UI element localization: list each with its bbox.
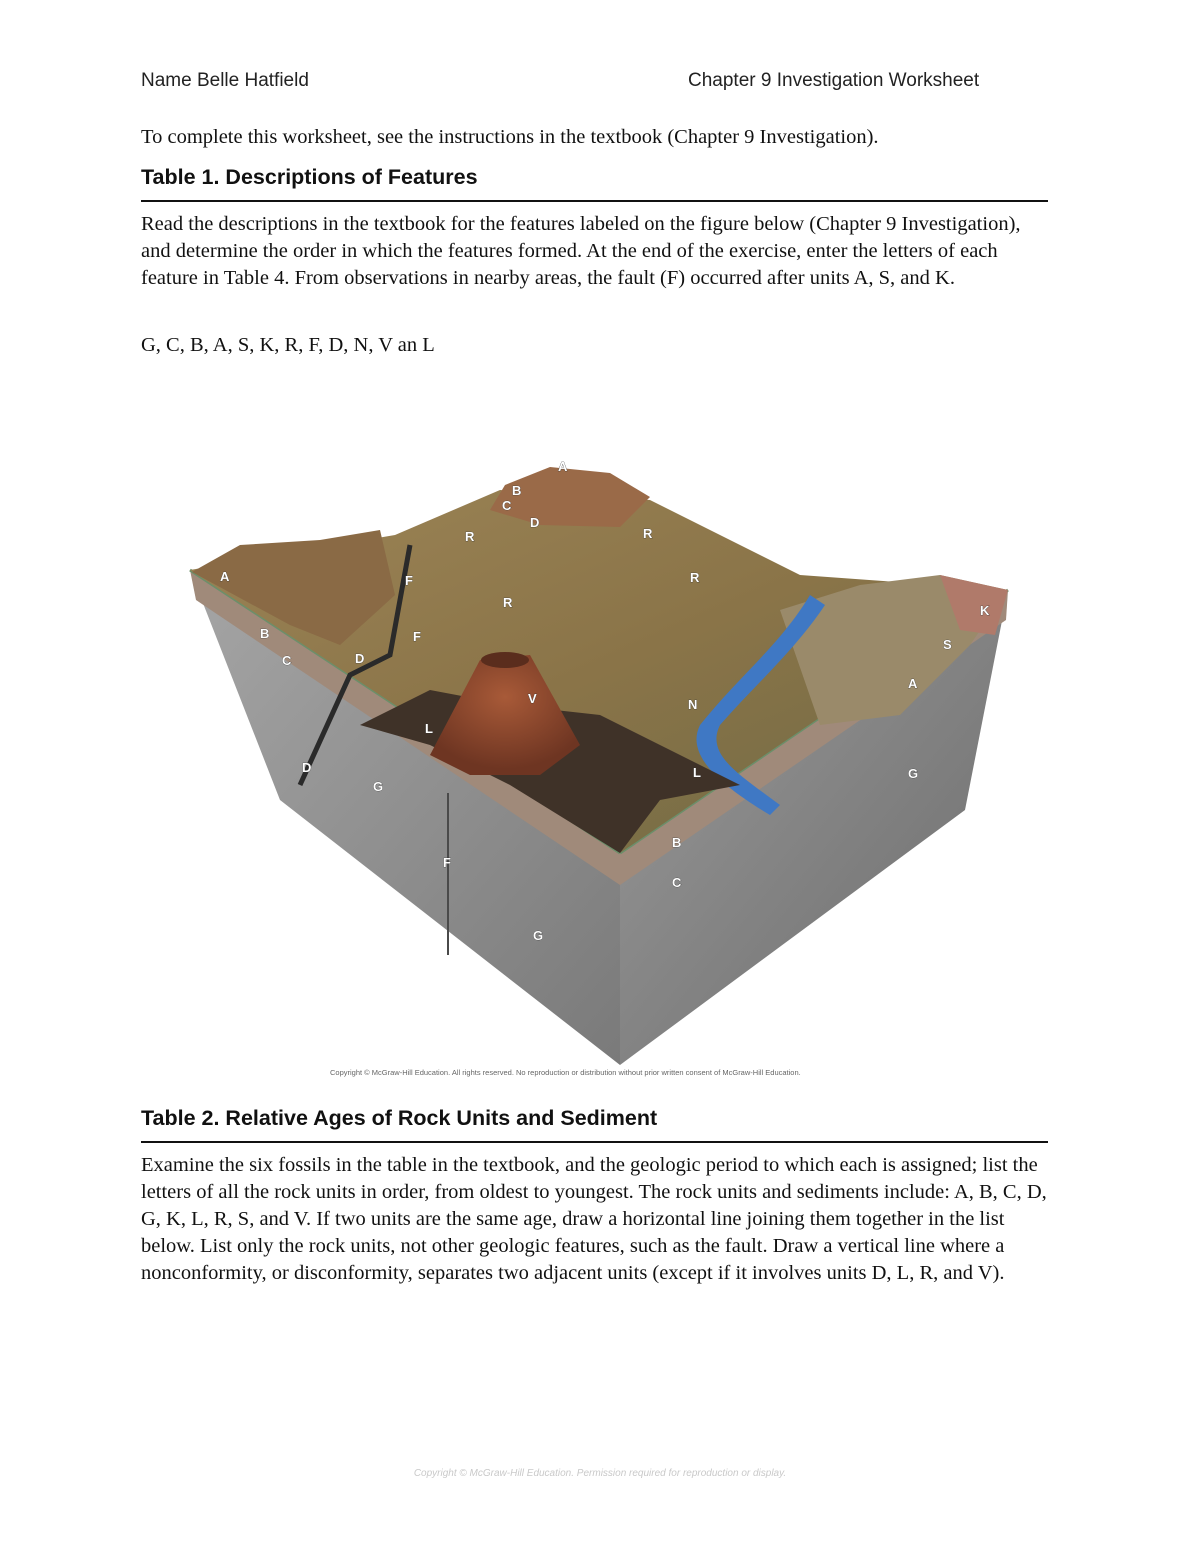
fig-label: K (980, 603, 990, 618)
fig-label: D (355, 651, 365, 666)
table2-title: Table 2. Relative Ages of Rock Units and Sediment (141, 1106, 1048, 1143)
fig-label: B (672, 835, 682, 850)
fig-label: B (512, 483, 522, 498)
table1-title: Table 1. Descriptions of Features (141, 165, 1048, 202)
fig-label: G (908, 766, 919, 781)
fig-label: R (465, 529, 475, 544)
fig-label: R (690, 570, 700, 585)
fig-label: L (425, 721, 433, 736)
figure-copyright: Copyright © McGraw-Hill Education. All rights reserved. No reproduction or distribution without prior written consent of McGraw-Hill Education. (330, 1068, 801, 1077)
table1-text: Read the descriptions in the textbook for the features labeled on the figure below (Chapter 9 Investigation), and determine the order in which the features formed. At the end of the exercise, enter the letters of each feature in Table 4. From observations in nearby areas, the fault (F) occurred after units A, S, and K. (141, 213, 1021, 289)
student-name: Name Belle Hatfield (141, 70, 309, 91)
fig-label: C (502, 498, 512, 513)
fig-label: F (413, 629, 421, 644)
fig-label: G (373, 779, 384, 794)
fig-label: D (530, 515, 540, 530)
fig-label: R (503, 595, 513, 610)
fig-label: V (528, 691, 537, 706)
fig-label: C (282, 653, 292, 668)
table1-answer[interactable]: G, C, B, A, S, K, R, F, D, N, V an L (141, 334, 435, 356)
fig-label: R (643, 526, 653, 541)
fig-label: C (672, 875, 682, 890)
table2-text: Examine the six fossils in the table in the textbook, and the geologic period to which each is assigned; list the letters of all the rock units in order, from oldest to youngest. The rock units and sediments include: A, B, C, D, G, K, L, R, S, and V. If two units are the same age, draw a horizontal line joining them together in the list below. List only the rock units, not other geologic features, such as the fault. Draw a vertical line where a nonconformity, or disconformity, separates two adjacent units (except if it involves units D, L, R, and V). (141, 1154, 1047, 1284)
page-footer: Copyright © McGraw-Hill Education. Permission required for reproduction or display. (413, 1468, 787, 1479)
fig-label: S (943, 637, 952, 652)
fig-label: F (405, 573, 413, 588)
fig-label: B (260, 626, 270, 641)
fig-label: L (693, 765, 701, 780)
intro-text: To complete this worksheet, see the instructions in the textbook (Chapter 9 Investigation). (141, 126, 879, 148)
fig-label: G (533, 928, 544, 943)
worksheet-title: Chapter 9 Investigation Worksheet (688, 70, 980, 91)
geologic-block-diagram (180, 455, 1020, 1080)
fig-label: D (302, 760, 312, 775)
fig-label: N (688, 697, 698, 712)
fig-label: A (220, 569, 230, 584)
fig-label: F (443, 855, 451, 870)
fig-label: A (908, 676, 918, 691)
fig-label: A (558, 459, 568, 474)
